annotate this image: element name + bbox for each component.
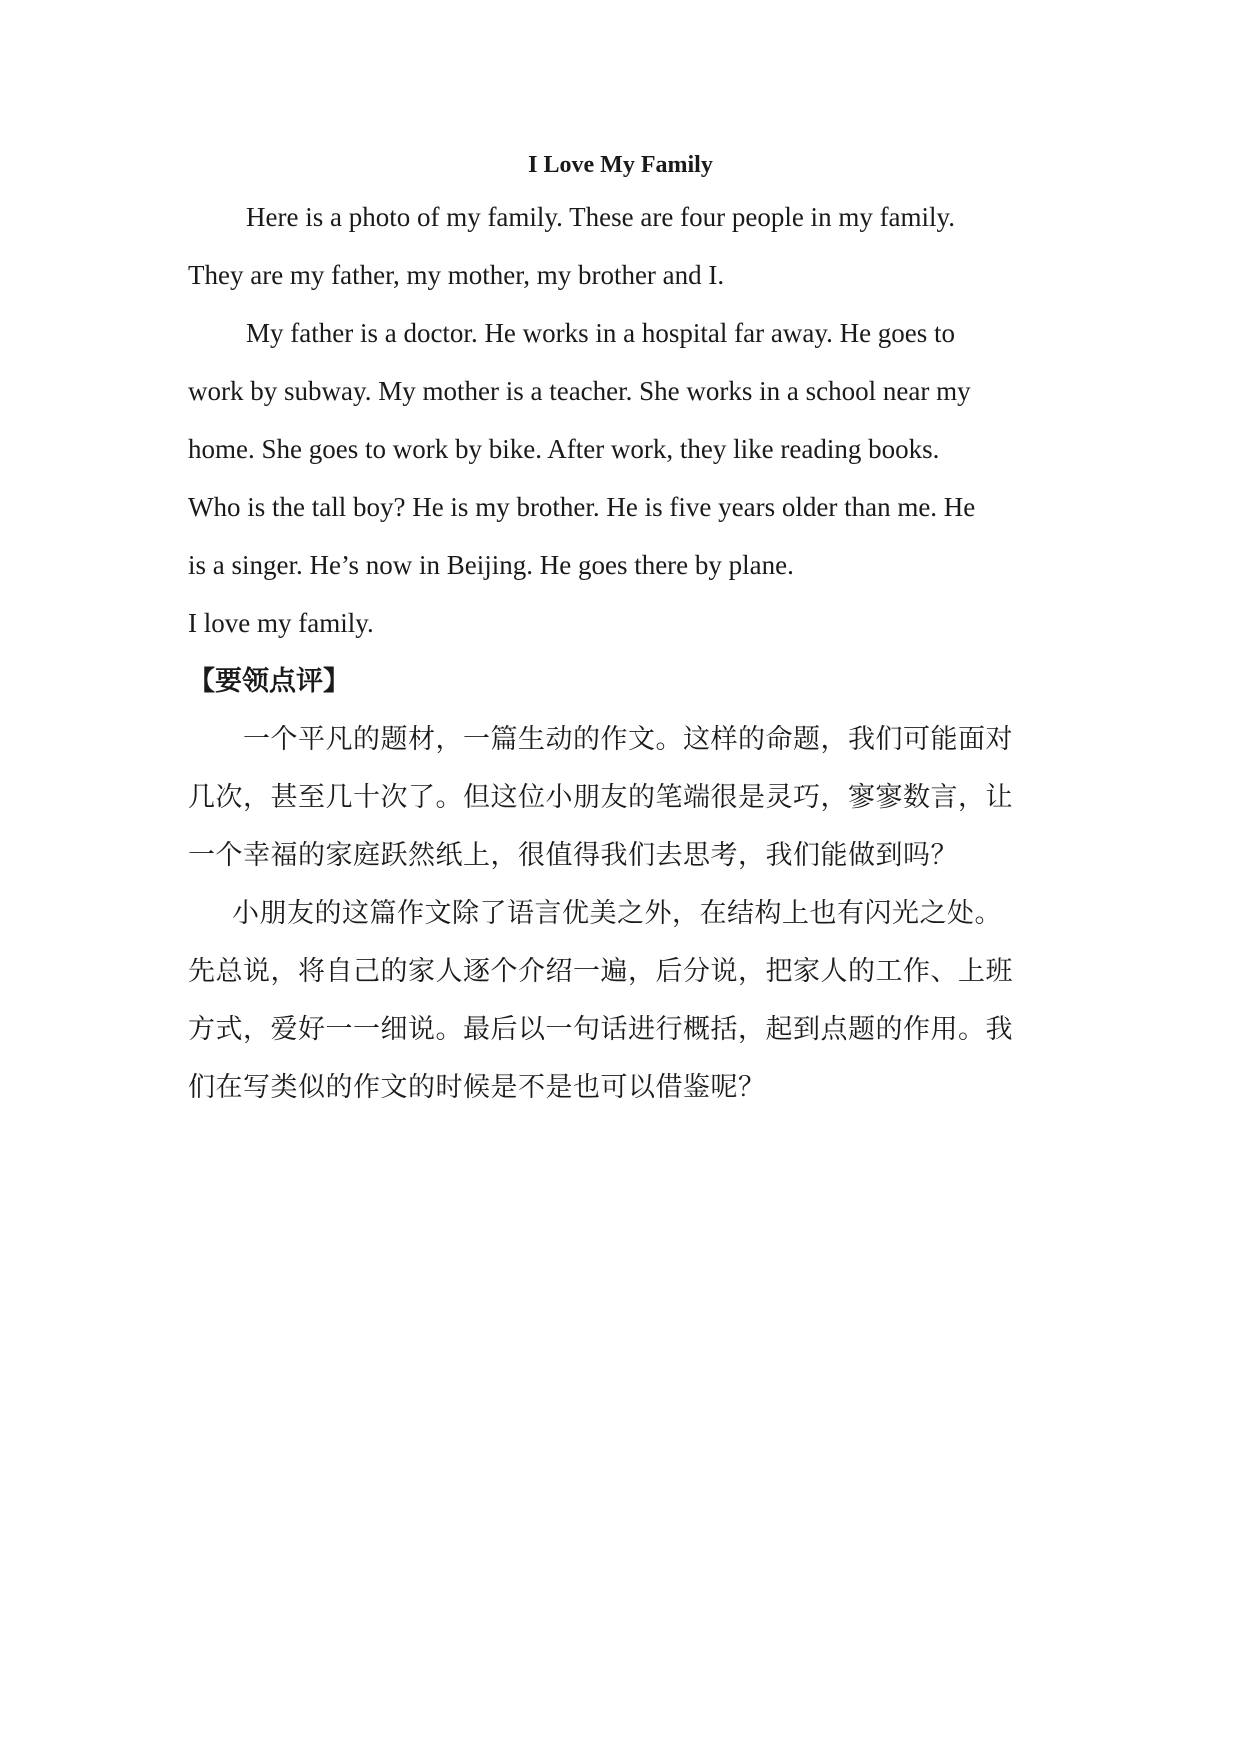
essay-line-2: They are my father, my mother, my brother and I. xyxy=(188,260,725,290)
essay-title: I Love My Family xyxy=(528,152,713,178)
comment-line-7: 们在写类似的作文的时候是不是也可以借鉴呢？ xyxy=(188,1072,766,1102)
comment-line-3: 一个幸福的家庭跃然纸上，很值得我们去思考，我们能做到吗？ xyxy=(188,840,958,870)
comment-line-2: 几次，甚至几十次了。但这位小朋友的笔端很是灵巧，寥寥数言，让 xyxy=(188,782,1013,812)
comment-line-4: 小朋友的这篇作文除了语言优美之外，在结构上也有闪光之处。 xyxy=(232,898,1002,928)
essay-line-7: is a singer. He’s now in Beijing. He goes there by plane. xyxy=(188,550,794,580)
essay-line-8: I love my family. xyxy=(188,608,374,638)
essay-line-3: My father is a doctor. He works in a hospital far away. He goes to xyxy=(246,318,956,348)
essay-line-5: home. She goes to work by bike. After work, they like reading books. xyxy=(188,434,940,464)
essay-line-1: Here is a photo of my family. These are four people in my family. xyxy=(246,202,956,232)
essay-line-4: work by subway. My mother is a teacher. She works in a school near my xyxy=(188,376,971,406)
essay-line-6: Who is the tall boy? He is my brother. He is five years older than me. He xyxy=(188,492,976,522)
comment-line-1: 一个平凡的题材，一篇生动的作文。这样的命题，我们可能面对 xyxy=(243,724,1013,754)
comment-heading: 【要领点评】 xyxy=(188,666,350,696)
comment-line-5: 先总说，将自己的家人逐个介绍一遍，后分说，把家人的工作、上班 xyxy=(188,956,1013,986)
comment-line-6: 方式，爱好一一细说。最后以一句话进行概括，起到点题的作用。我 xyxy=(188,1014,1013,1044)
